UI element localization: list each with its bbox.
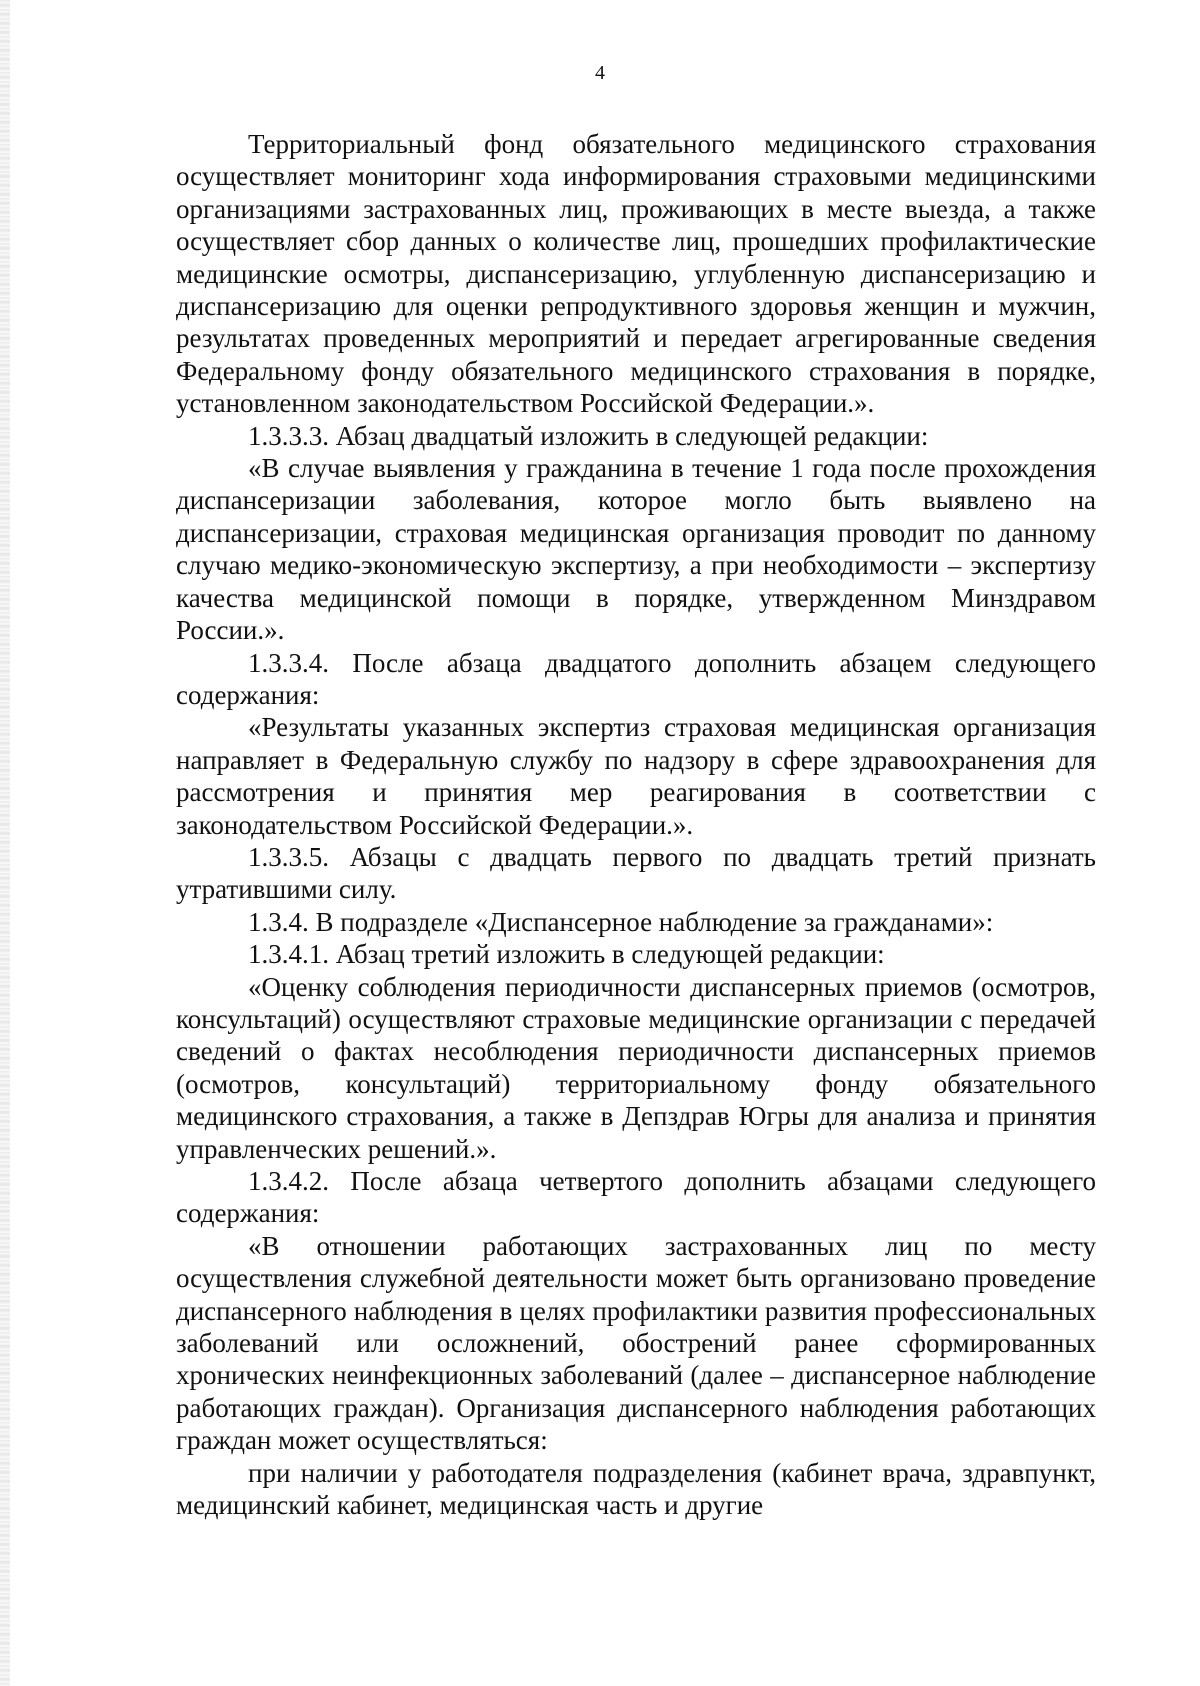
paragraph: при наличии у работодателя подразделения (кабинет врача, здравпункт, медицинский кабинет, медицинская часть и другие: [176, 1457, 1096, 1521]
paragraph: 1.3.4.2. После абзаца четвертого дополнить абзацами следующего содержания:: [176, 1166, 1096, 1229]
paragraph: Территориальный фонд обязательного медицинского страхования осуществляет мониторинг хода информирования страховыми медицинскими организациями застрахованных лиц, проживающих в месте выезда, а также осуществляет сбор данных о количестве лиц, прошедших профилактические медицинские осмотры, диспансеризацию, углубленную диспансеризацию и диспансеризацию для оценки репродуктивного здоровья женщин и мужчин, результатах проведенных мероприятий и передает агрегированные сведения Федеральному фонду обязательного медицинского страхования в порядке, установленном законодательством Российской Федерации.».: [176, 129, 1096, 419]
paragraph: 1.3.3.5. Абзацы с двадцать первого по двадцать третий признать утратившими силу.: [176, 841, 1096, 905]
paragraph: «Оценку соблюдения периодичности диспансерных приемов (осмотров, консультаций) осуществляют страховые медицинские организации с передачей сведений о фактах несоблюдения периодичности диспансерных приемов (осмотров, консультаций) территориальному фонду обязательного медицинского страхования, а также в Депздрав Югры для анализа и принятия управленческих решений.».: [176, 971, 1096, 1164]
paragraph: 1.3.4. В подразделе «Диспансерное наблюдение за гражданами»:: [248, 906, 994, 937]
document-body: [176, 128, 1096, 1521]
scan-edge: [0, 0, 10, 1686]
paragraph: 1.3.3.4. После абзаца двадцатого дополнить абзацем следующего содержания:: [176, 647, 1096, 710]
paragraph: «Результаты указанных экспертиз страховая медицинская организация направляет в Федеральную службу по надзору в сфере здравоохранения для рассмотрения и принятия мер реагирования в соответствии с законодательством Российской Федерации.».: [176, 712, 1096, 840]
paragraph: «В отношении работающих застрахованных лиц по месту осуществления служебной деятельности может быть организовано проведение диспансерного наблюдения в целях профилактики развития профессиональных заболеваний или осложнений, обострений ранее сформированных хронических неинфекционных заболеваний (далее – диспансерное наблюдение работающих граждан). Организация диспансерного наблюдения работающих граждан может осуществляться:: [176, 1230, 1096, 1456]
paragraph: 1.3.3.3. Абзац двадцатый изложить в следующей редакции:: [248, 420, 929, 451]
page-number: 4: [595, 62, 605, 84]
paragraph: «В случае выявления у гражданина в течение 1 года после прохождения диспансеризации заболевания, которое могло быть выявлено на диспансеризации, страховая медицинская организация проводит по данному случаю медико-экономическую экспертизу, а при необходимости – экспертизу качества медицинской помощи в порядке, утвержденном Минздравом России.».: [176, 453, 1096, 646]
paragraph: 1.3.4.1. Абзац третий изложить в следующей редакции:: [248, 939, 885, 970]
